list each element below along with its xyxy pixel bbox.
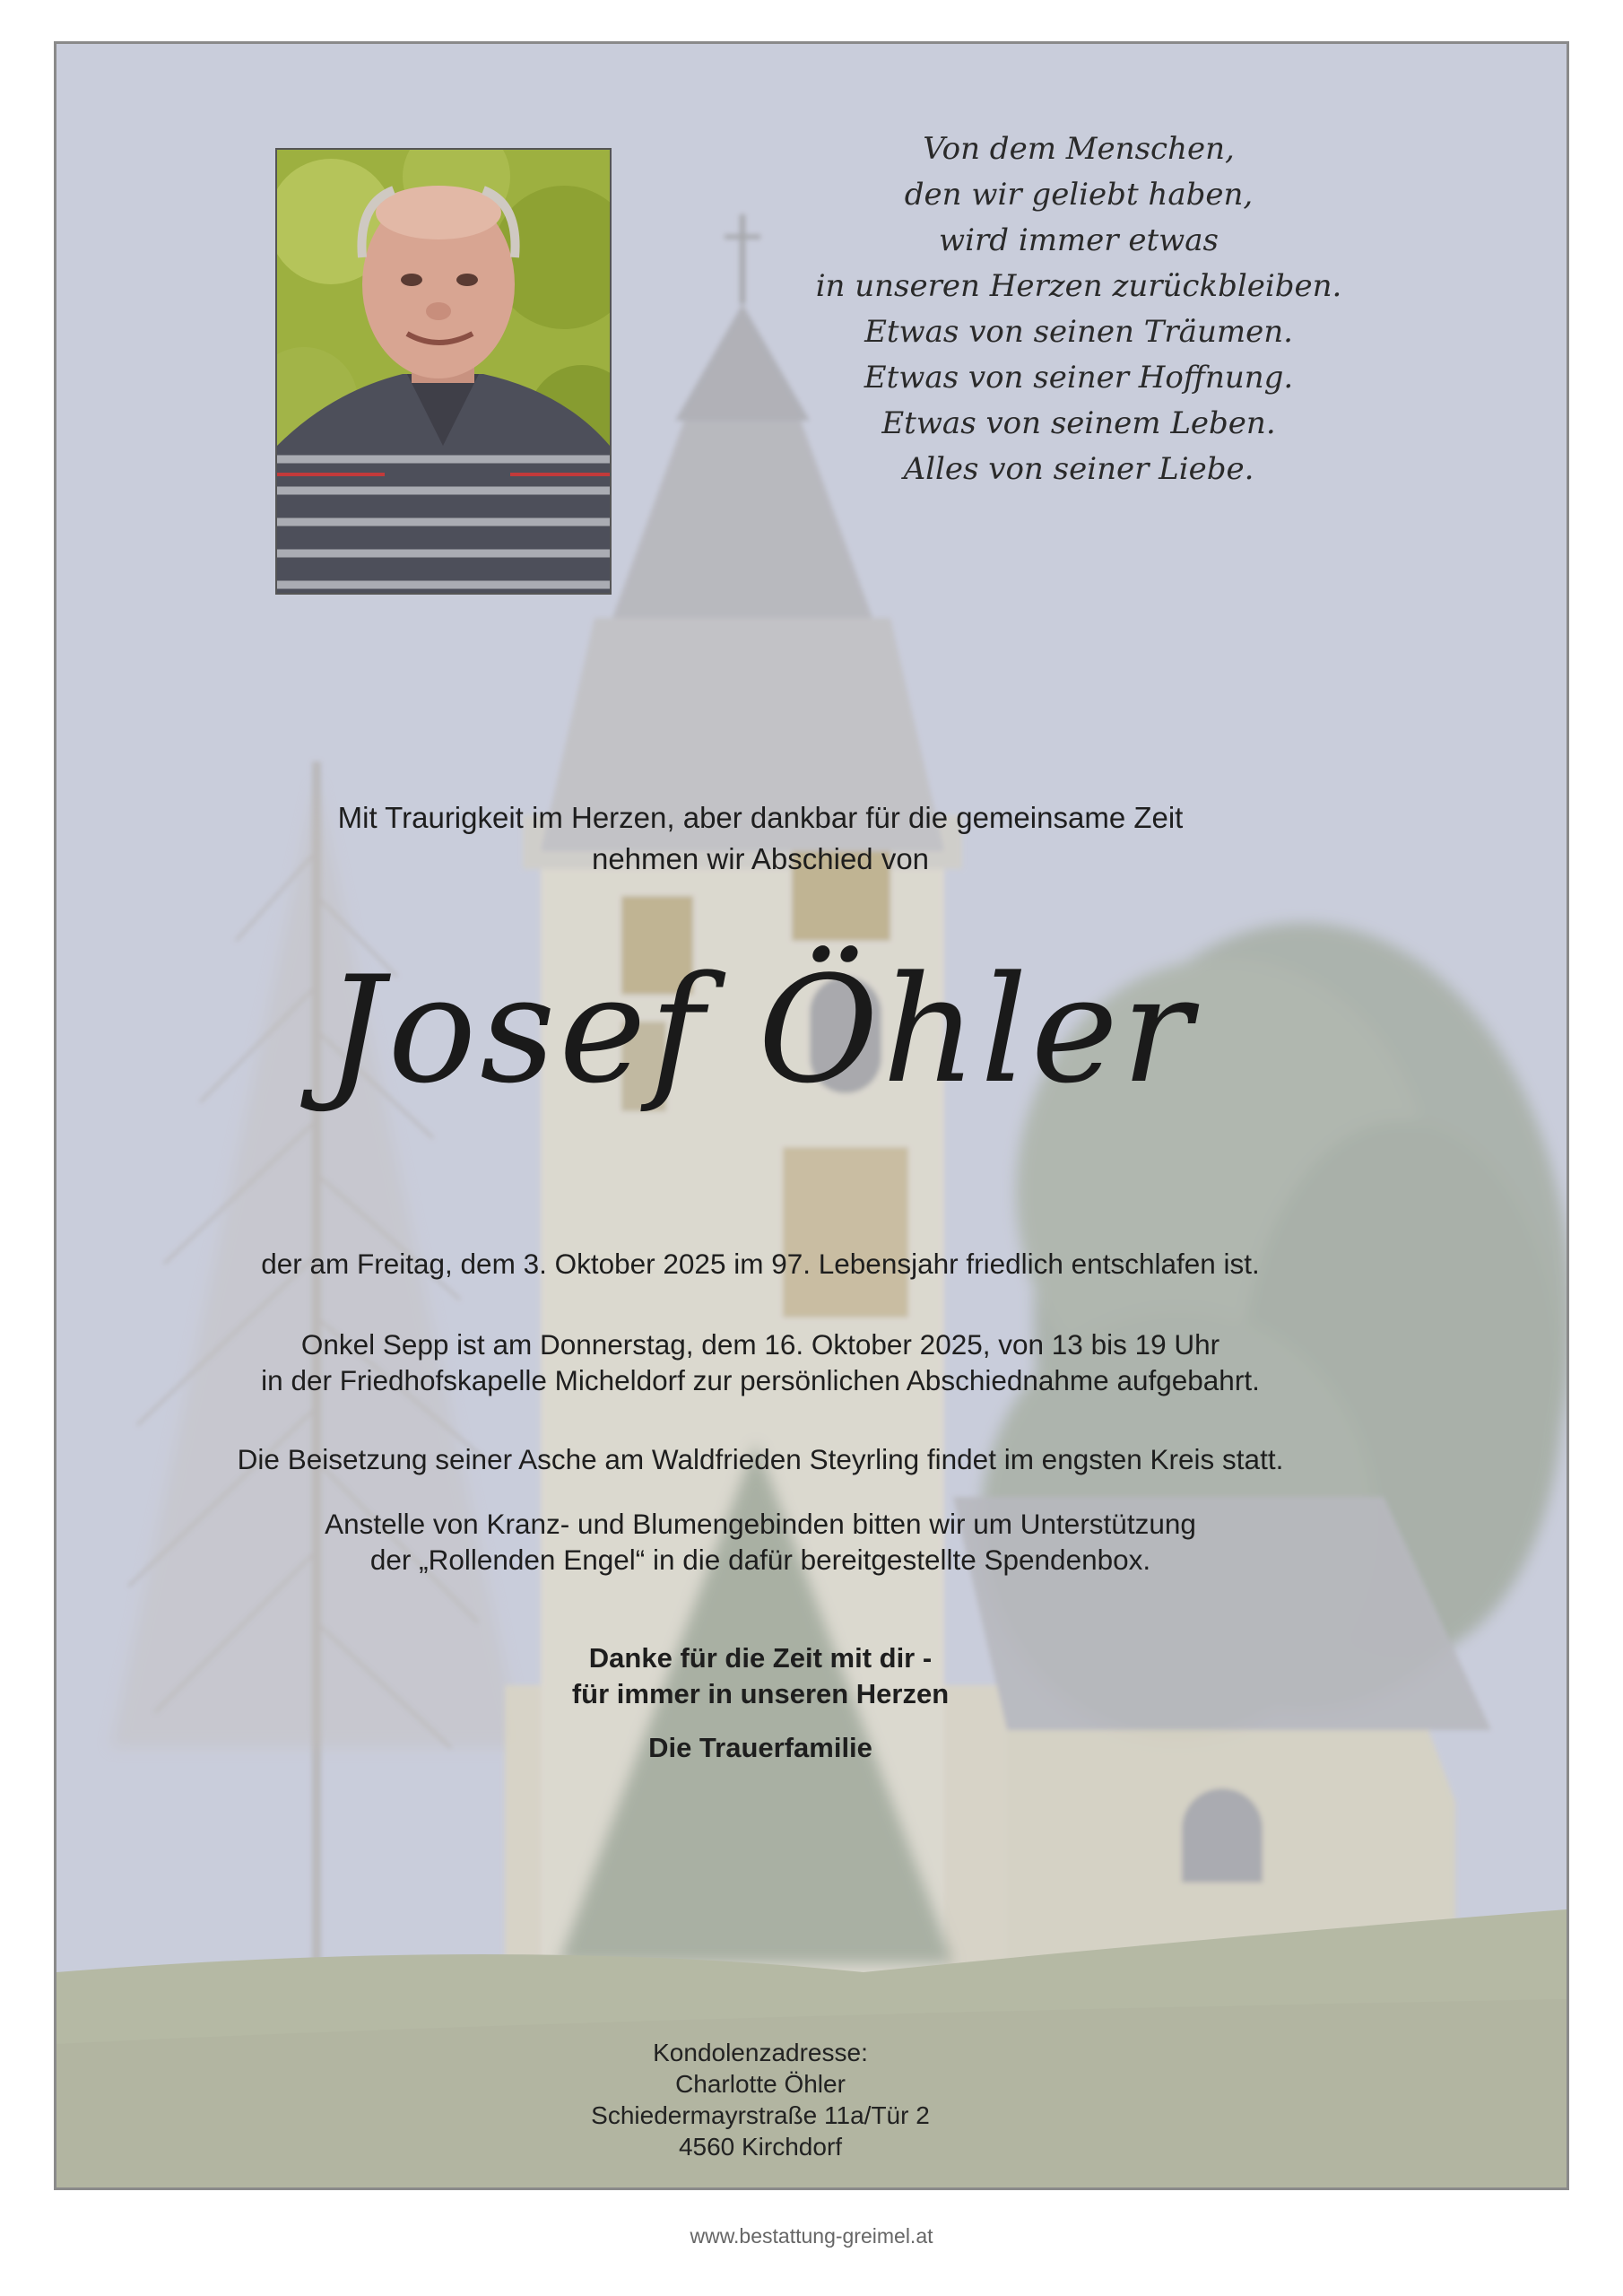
viewing-line-2: in der Friedhofskapelle Micheldorf zur persönlichen Abschiednahme aufgebahrt. — [261, 1364, 1260, 1396]
passing-line: der am Freitag, dem 3. Oktober 2025 im 97. Lebensjahr friedlich entschlafen ist. — [261, 1248, 1260, 1280]
condolence-street: Schiedermayrstraße 11a/Tür 2 — [591, 2101, 930, 2129]
intro-text — [182, 797, 1339, 880]
condolence-name: Charlotte Öhler — [675, 2070, 846, 2098]
donation-line-1: Anstelle von Kranz- und Blumengebinden bitten wir um Unterstützung — [325, 1508, 1196, 1540]
poem-line: Etwas von seiner Hoffnung. — [864, 360, 1294, 396]
footer-url: www.bestattung-greimel.at — [690, 2224, 933, 2248]
deceased-name: Josef Öhler — [325, 944, 1196, 1116]
poem-line: den wir geliebt haben, — [904, 177, 1254, 213]
condolence-label: Kondolenzadresse: — [653, 2039, 868, 2066]
burial-line: Die Beisetzung seiner Asche am Waldfrieden Steyrling findet im engsten Kreis statt. — [237, 1443, 1284, 1475]
closing-line-2: für immer in unseren Herzen — [571, 1678, 950, 1709]
viewing-text — [110, 1326, 1410, 1398]
memorial-poem — [756, 126, 1402, 492]
closing-line-1: Danke für die Zeit mit dir - — [588, 1642, 933, 1674]
intro-line-2: nehmen wir Abschied von — [591, 842, 930, 875]
poem-line: Etwas von seinem Leben. — [881, 405, 1276, 441]
poem-line: in unseren Herzen zurückbleiben. — [815, 268, 1342, 304]
obituary-card — [54, 41, 1569, 2190]
donation-line-2: der „Rollenden Engel“ in die dafür bereitgestellte Spendenbox. — [369, 1544, 1151, 1576]
poem-line: Alles von seiner Liebe. — [903, 451, 1254, 487]
intro-line-1: Mit Traurigkeit im Herzen, aber dankbar für die gemeinsame Zeit — [337, 801, 1184, 834]
condolence-city: 4560 Kirchdorf — [678, 2133, 843, 2161]
poem-line: Etwas von seinen Träumen. — [864, 314, 1293, 350]
closing-text — [272, 1640, 1249, 1712]
family-signature: Die Trauerfamilie — [648, 1732, 872, 1763]
viewing-line-1: Onkel Sepp ist am Donnerstag, dem 16. Oktober 2025, von 13 bis 19 Uhr — [300, 1328, 1220, 1361]
poem-line: Von dem Menschen, — [923, 131, 1235, 167]
portrait-photo — [275, 148, 612, 595]
burial-text — [110, 1441, 1410, 1477]
donation-text — [110, 1506, 1410, 1578]
passing-text — [110, 1246, 1410, 1282]
poem-line: wird immer etwas — [939, 222, 1219, 258]
condolence-address — [451, 2037, 1070, 2162]
